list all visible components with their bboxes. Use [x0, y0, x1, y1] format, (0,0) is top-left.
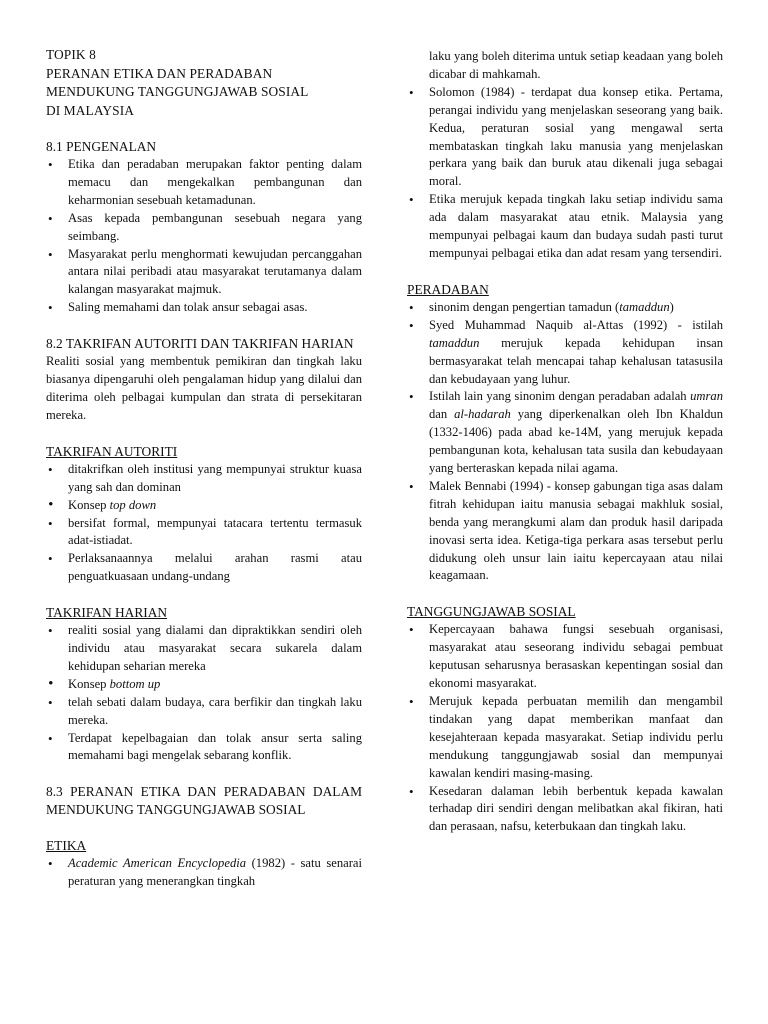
list-item: • Saling memahami dan tolak ansur sebagai asas. [46, 299, 362, 317]
section-8-2-heading: 8.2 TAKRIFAN AUTORITI DAN TAKRIFAN HARIAN [46, 336, 354, 352]
list-item: • Etika dan peradaban merupakan faktor penting dalam memacu dan mengekalkan pembangunan dan keharmonian sesebuah ketamadunan. [46, 156, 362, 210]
tanggungjawab-sosial-heading: TANGGUNGJAWAB SOSIAL [407, 604, 576, 620]
list-item: • Kepercayaan bahawa fungsi sesebuah organisasi, masyarakat atau seseorang individu sebagai pembuat keputusan seharusnya berasaskan kepentingan sosial dan ekonomi masyarakat. [407, 621, 723, 693]
list-item: • ditakrifkan oleh institusi yang mempunyai struktur kuasa yang sah dan dominan [46, 461, 362, 497]
item-rest: (1982) - satu senarai peraturan yang menerangkan tingkah [68, 856, 363, 889]
list-item: • Perlaksanaannya melalui arahan rasmi atau penguatkuasaan undang-undang [46, 550, 362, 586]
list-item: • Masyarakat perlu menghormati kewujudan percanggahan antara nilai peribadi atau masyarakat terutamanya dalam kalangan masyarakat majmuk. [46, 246, 362, 300]
item-italic: Academic American Encyclopedia [68, 856, 247, 871]
item-italic: tamaddun [619, 299, 670, 314]
list-item: • Kesedaran dalaman lebih berbentuk kepada kawalan terhadap diri sendiri dengan melibatkan akal fikiran, hati dan perasaan, nafsu, keterbukaan dan tingkah laku. [407, 783, 723, 837]
etika-list-continued [407, 84, 723, 263]
takrifan-harian-heading: TAKRIFAN HARIAN [46, 605, 168, 621]
item-italic: top down [109, 497, 157, 512]
etika-list [46, 855, 362, 891]
list-item [46, 497, 362, 515]
list-item: • Solomon (1984) - terdapat dua konsep etika. Pertama, perangai individu yang menjelaskan seseorang yang baik. Kedua, peraturan sosial yang mengawal serta membataskan tingkah laku manusia yang menjelaskan perkara yang baik dan buruk atau dikenali juga sebagai moral. [407, 84, 723, 191]
item-part-b: dan [429, 407, 455, 422]
item-prefix: Konsep [68, 497, 110, 512]
list-item: • Malek Bennabi (1994) - konsep gabungan tiga asas dalam fitrah kehidupan iaitu manusia sebagai makhluk sosial, benda yang merangkumi alam dan produk hasil daripada inovasi serta idea. Ketiga-tiga perkara asas tersebut perlu didukung oleh unsur lain iaitu kepercayaan atau nilai keagamaan. [407, 478, 723, 585]
list-item: • telah sebati dalam budaya, cara berfikir dan tingkah laku mereka. [46, 694, 362, 730]
list-item [407, 317, 723, 389]
list-item [46, 855, 362, 891]
tanggungjawab-sosial-list [407, 621, 723, 836]
item-part-a: Istilah lain yang sinonim dengan peradaban adalah [429, 389, 691, 404]
section-8-1-list [46, 156, 362, 317]
list-item: • Asas kepada pembangunan sesebuah negara yang seimbang. [46, 210, 362, 246]
item-italic-al-hadarah: al-hadarah [454, 407, 511, 422]
item-suffix: ) [669, 299, 674, 314]
takrifan-autoriti-heading: TAKRIFAN AUTORITI [46, 443, 178, 459]
left-column [46, 46, 362, 891]
topic-label: TOPIK 8 [46, 47, 96, 62]
title-line-1: PERANAN ETIKA DAN PERADABAN [46, 65, 273, 81]
section-8-2-paragraph: Realiti sosial yang membentuk pemikiran dan tingkah laku biasanya dipengaruhi oleh pengalaman hidup yang dilalui dan diterima oleh pelbagai kumpulan dan strata di persekitaran mereka. [46, 354, 362, 422]
item-italic: bottom up [109, 676, 161, 691]
list-item [46, 676, 362, 694]
list-item: • Etika merujuk kepada tingkah laku setiap individu sama ada dalam masyarakat atau etnik. Malaysia yang mempunyai pelbagai kaum dan budaya sudah pasti turut mempunyai pelbagai etika dan adat resam yang tersendiri. [407, 191, 723, 263]
title-line-2: MENDUKUNG TANGGUNGJAWAB SOSIAL [46, 84, 309, 99]
item-prefix: Konsep [68, 676, 110, 691]
item-prefix: sinonim dengan pengertian tamadun ( [429, 299, 620, 314]
takrifan-autoriti-list [46, 461, 362, 586]
item-italic: tamaddun [429, 335, 480, 350]
list-item: • Merujuk kepada perbuatan memilih dan mengambil tindakan yang dapat memberikan manfaat dan kesejahteraan kepada masyarakat. Setiap individu perlu mendukung tanggungjawab sosial dan mempunyai kawalan kendiri masing-masing. [407, 693, 723, 783]
peradaban-heading: PERADABAN [407, 281, 489, 297]
right-column [407, 48, 723, 836]
list-item: • realiti sosial yang dialami dan dipraktikkan sendiri oleh individu atau masyarakat secara sukarela dalam kehidupan seharian mereka [46, 622, 362, 676]
etika-heading: ETIKA [46, 838, 87, 854]
list-item: • Terdapat kepelbagaian dan tolak ansur serta saling memahami bagi mengelak sebarang konflik. [46, 730, 362, 766]
section-8-1-heading: 8.1 PENGENALAN [46, 139, 157, 154]
list-item: • bersifat formal, mempunyai tatacara tertentu termasuk adat-istiadat. [46, 515, 362, 551]
list-item [407, 388, 723, 478]
list-item [407, 299, 723, 317]
item-part-c: yang diperkenalkan oleh Ibn Khaldun (1332-1406) pada abad ke-14M, yang merujuk kepada pembangunan kota, kehalusan tata susila dan kebudayaan yang berteraskan kepada nilai agama. [429, 407, 723, 476]
item-part-b: merujuk kepada kehidupan insan bermasyarakat telah mencapai tahap kehalusan tatasusila dan kebudayaan yang luhur. [429, 335, 723, 386]
etika-continuation: laku yang boleh diterima untuk setiap keadaan yang boleh dicabar di mahkamah. [429, 49, 723, 81]
item-italic-umran: umran [690, 389, 723, 404]
title-line-3: DI MALAYSIA [46, 102, 135, 118]
item-part-a: Syed Muhammad Naquib al-Attas (1992) - istilah [429, 317, 723, 332]
section-8-3-heading: 8.3 PERANAN ETIKA DAN PERADABAN DALAM MENDUKUNG TANGGUNGJAWAB SOSIAL [46, 784, 362, 818]
peradaban-list [407, 299, 723, 586]
takrifan-harian-list [46, 622, 362, 765]
